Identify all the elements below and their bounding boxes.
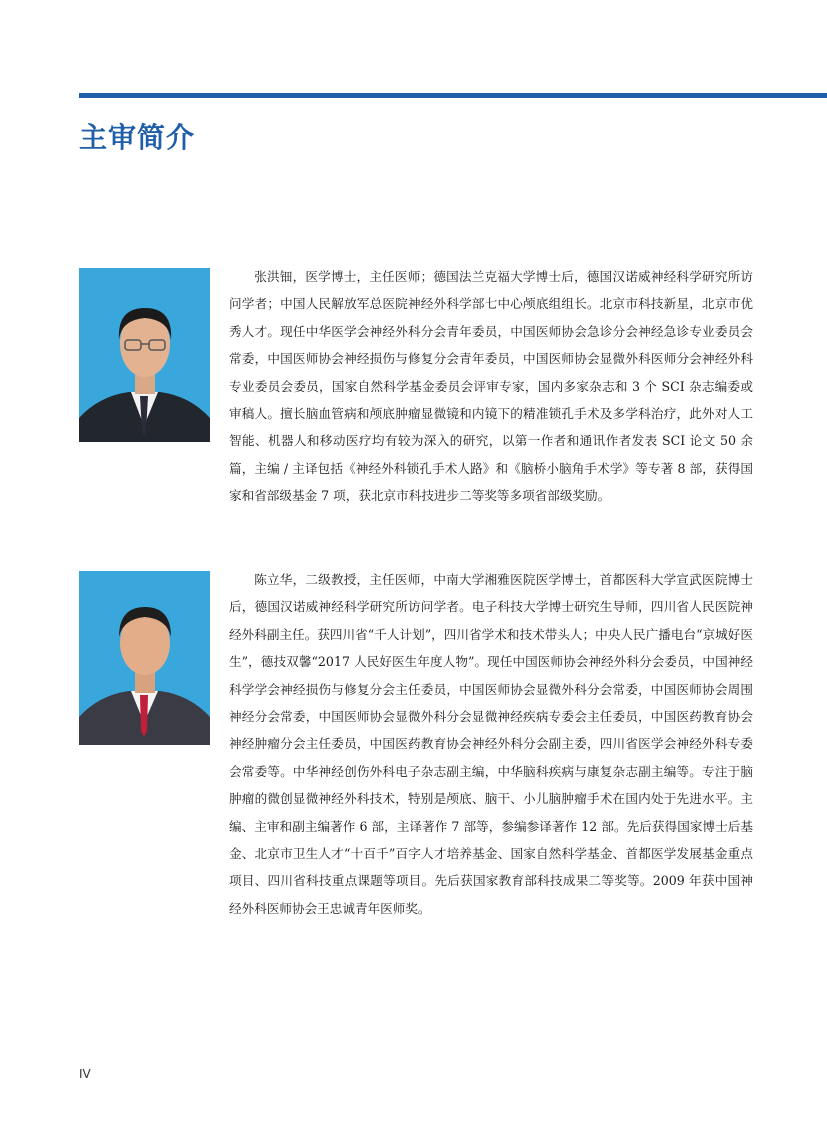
bio-text: 张洪钿，医学博士，主任医师；德国法兰克福大学博士后，德国汉诺威神经科学研究所访问学者；中国人民解放军总医院神经外科学部七中心颅底组组长。北京市科技新星，北京市优秀人才。现任中华医学会神经外科分会青年委员，中国医师协会急诊分会神经急诊专业委员会常委，中国医师协会神经损伤与修复分会青年委员，中国医师协会显微外科医师分会神经外科专业委员会委员，国家自然科学基金委员会评审专家，国内多家杂志和 3 个 SCI 杂志编委或审稿人。擅长脑血管病和颅底肿瘤显微镜和内镜下的精准锁孔手术及多学科治疗，此外对人工智能、机器人和移动医疗均有较为深入的研究，以第一作者和通讯作者发表 SCI 论文 50 余篇，主编 / 主译包括《神经外科锁孔手术人路》和《脑桥小脑角手术学》等专著 8 部，获得国家和省部级基金 7 项，获北京市科技进步二等奖等多项省部级奖励。 <box>229 269 753 504</box>
portrait-photo <box>79 268 210 442</box>
portrait-photo <box>79 571 210 745</box>
page-title: 主审简介 <box>79 121 196 154</box>
page-number: IV <box>79 1067 91 1081</box>
bio-text: 陈立华，二级教授，主任医师，中南大学湘雅医院医学博士，首都医科大学宣武医院博士后，德国汉诺威神经科学研究所访问学者。电子科技大学博士研究生导师，四川省人民医院神经外科副主任。获四川省“千人计划”，四川省学术和技术带头人；中央人民广播电台“京城好医生”，德技双馨“2017 人民好医生年度人物”。现任中国医师协会神经外科分会委员，中国神经科学学会神经损伤与修复分会主任委员，中国医师协会显微外科分会常委，中国医师协会周围神经分会常委，中国医师协会显微外科分会显微神经疾病专委会主任委员，中国医药教育协会神经肿瘤分会主任委员，中国医药教育协会神经外科分会副主委，四川省医学会神经外科专委会常委等。中华神经创伤外科电子杂志副主编，中华脑科疾病与康复杂志副主编等。专注于脑肿瘤的微创显微神经外科技术，特别是颅底、脑干、小儿脑肿瘤手术在国内处于先进水平。主编、主审和副主编著作 6 部，主译著作 7 部等，参编参译著作 12 部。先后获得国家博士后基金、北京市卫生人才“十百千”百字人才培养基金、国家自然科学基金、首都医学发展基金重点项目、四川省科技重点课题等项目。先后获国家教育部科技成果二等奖等。2009 年获中国神经外科医师协会王忠诚青年医师奖。 <box>229 572 753 916</box>
header-rule <box>79 93 827 98</box>
